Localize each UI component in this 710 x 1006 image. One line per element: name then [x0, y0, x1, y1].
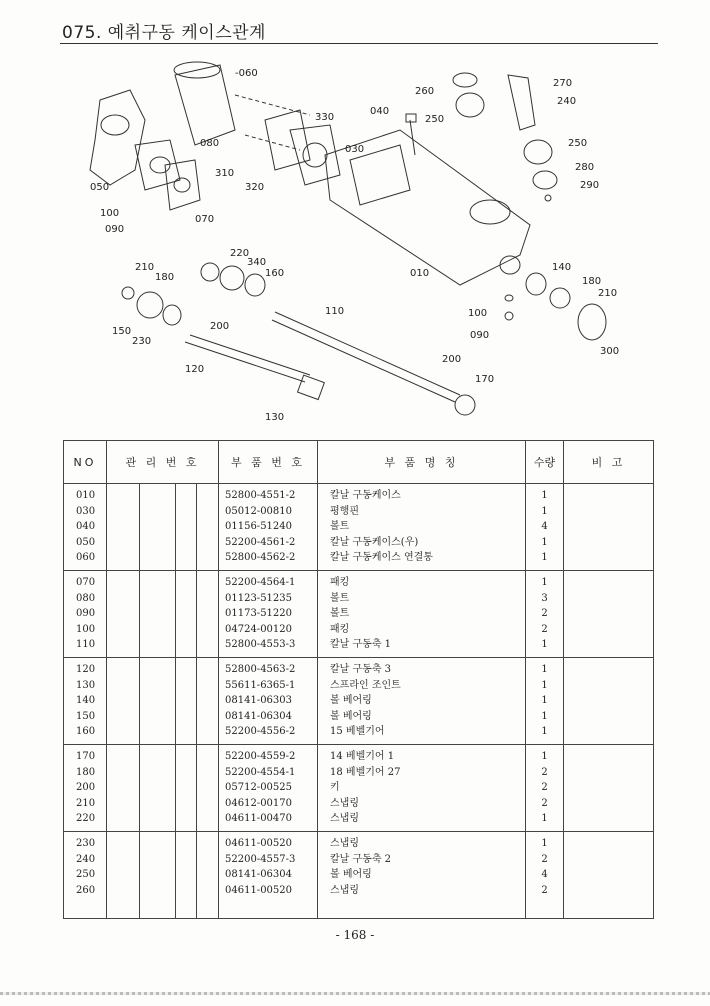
mgmt-cell [107, 484, 219, 571]
diagram-drawing [60, 50, 660, 430]
part-callout: 030 [345, 144, 365, 155]
quantity: 1 [541, 536, 548, 548]
quantity: 1 [541, 695, 548, 706]
part-number: 08141-06304 [225, 869, 293, 880]
part-callout: 150 [112, 326, 132, 337]
part-callout: 120 [185, 364, 205, 375]
part-name: 볼 베어링 [330, 710, 372, 722]
part-name: 칼날 구동축 3 [330, 664, 392, 675]
remark-cell [564, 745, 654, 832]
no-cell [64, 658, 107, 745]
part-callout: 330 [315, 112, 335, 123]
part-no: 090 [76, 608, 96, 619]
part-name: 14 베벨기어 1 [330, 751, 395, 762]
part-no: 170 [76, 751, 96, 762]
part-name: 볼트 [330, 521, 350, 532]
part-number-cell [219, 484, 318, 571]
part-name-cell [318, 658, 526, 745]
part-name-cell [318, 571, 526, 658]
part-name: 볼 베어링 [330, 869, 372, 880]
part-no: 120 [76, 664, 96, 675]
quantity: 2 [541, 853, 548, 865]
quantity: 4 [541, 869, 548, 880]
part-number: 04612-00170 [225, 797, 293, 809]
part-name: 스냅링 [330, 797, 359, 809]
quantity: 2 [541, 608, 548, 619]
part-callout: 220 [230, 248, 250, 259]
col-header-mgmt-number: 관 리 번 호 [107, 441, 219, 484]
mgmt-cell [107, 745, 219, 832]
part-callout: 080 [200, 138, 220, 149]
part-no: 160 [76, 726, 96, 737]
part-number-cell [219, 571, 318, 658]
remark-cell [564, 832, 654, 919]
part-number: 01156-51240 [225, 521, 293, 532]
part-no: 240 [76, 853, 96, 865]
part-callout: 180 [155, 272, 175, 283]
parts-table [63, 440, 654, 919]
col-header-part-number: 부 품 번 호 [219, 441, 318, 484]
part-name-cell [318, 832, 526, 919]
col-header-remark: 비 고 [564, 441, 654, 484]
quantity: 3 [541, 592, 548, 604]
part-callout: 250 [425, 114, 445, 125]
part-number: 55611-6365-1 [225, 679, 296, 691]
part-name: 패킹 [330, 577, 350, 588]
part-name: 키 [330, 782, 340, 793]
quantity: 2 [541, 884, 548, 896]
part-name-cell [318, 745, 526, 832]
part-name: 패킹 [330, 623, 350, 635]
part-callout: 010 [410, 268, 430, 279]
col-header-quantity: 수량 [526, 441, 564, 484]
part-callout: 090 [105, 224, 125, 235]
part-no: 250 [76, 869, 96, 880]
quantity: 1 [541, 552, 548, 563]
part-callout: 130 [265, 412, 285, 423]
part-callout: 310 [215, 168, 235, 179]
part-name: 18 베벨기어 27 [330, 766, 401, 778]
part-no: 210 [76, 797, 96, 809]
quantity: 2 [541, 623, 548, 635]
no-cell [64, 571, 107, 658]
part-number: 52800-4562-2 [225, 552, 296, 563]
remark-cell [564, 658, 654, 745]
part-callout: 110 [325, 306, 345, 317]
part-no: 100 [76, 623, 96, 635]
table-row-group [64, 745, 654, 832]
part-callout: 050 [90, 182, 110, 193]
part-no: 230 [76, 838, 96, 849]
part-number: 04611-00470 [225, 813, 293, 824]
part-no: 080 [76, 592, 96, 604]
quantity: 2 [541, 797, 548, 809]
quantity: 1 [541, 710, 548, 722]
part-number: 04724-00120 [225, 623, 293, 635]
part-callout: 140 [552, 262, 572, 273]
part-name: 스냅링 [330, 813, 359, 824]
part-name: 볼트 [330, 608, 350, 619]
quantity: 1 [541, 679, 548, 691]
part-name: 스냅링 [330, 838, 359, 849]
part-no: 070 [76, 577, 96, 588]
part-no: 110 [76, 639, 96, 650]
table-row-group [64, 484, 654, 571]
no-cell [64, 484, 107, 571]
part-number: 52800-4551-2 [225, 490, 296, 501]
part-number-cell [219, 745, 318, 832]
no-cell [64, 745, 107, 832]
part-number: 52200-4554-1 [225, 766, 296, 778]
part-callout: 280 [575, 162, 595, 173]
table-row-group [64, 832, 654, 919]
part-name: 볼 베어링 [330, 695, 372, 706]
part-number: 01173-51220 [225, 608, 293, 619]
quantity: 1 [541, 577, 548, 588]
part-name: 칼날 구동축 1 [330, 639, 392, 650]
table-header-row [64, 441, 654, 484]
exploded-parts-diagram [60, 50, 660, 430]
part-name: 볼트 [330, 592, 350, 604]
quantity-cell [526, 484, 564, 571]
part-callout: 210 [598, 288, 618, 299]
part-name: 스프라인 조인트 [330, 679, 401, 691]
part-callout: 340 [247, 257, 267, 268]
mgmt-cell [107, 832, 219, 919]
part-callout: 180 [582, 276, 602, 287]
part-callout: 300 [600, 346, 620, 357]
quantity: 1 [541, 505, 548, 517]
part-number-cell [219, 658, 318, 745]
part-number: 04611-00520 [225, 838, 293, 849]
part-callout: 290 [580, 180, 600, 191]
part-name: 15 베벨기어 [330, 726, 385, 737]
part-number: 05712-00525 [225, 782, 293, 793]
page-number: - 168 - [335, 928, 375, 942]
part-no: 150 [76, 710, 96, 722]
no-cell [64, 832, 107, 919]
part-name: 평행핀 [330, 505, 359, 517]
part-number: 05012-00810 [225, 505, 293, 517]
part-callout: 100 [468, 308, 488, 319]
table-row-group [64, 658, 654, 745]
quantity: 1 [541, 838, 548, 849]
part-number: 52200-4556-2 [225, 726, 296, 737]
part-name: 칼날 구동케이스 [330, 490, 401, 501]
part-number: 52800-4553-3 [225, 639, 296, 650]
part-no: 130 [76, 679, 96, 691]
part-number: 52200-4557-3 [225, 853, 296, 865]
part-number: 08141-06303 [225, 695, 293, 706]
quantity-cell [526, 571, 564, 658]
part-no: 200 [76, 782, 96, 793]
part-no: 140 [76, 695, 96, 706]
title-divider [60, 43, 658, 44]
quantity: 1 [541, 664, 548, 675]
part-callout: 250 [568, 138, 588, 149]
col-header-part-name: 부 품 명 칭 [318, 441, 526, 484]
quantity: 1 [541, 813, 548, 824]
part-callout: 270 [553, 78, 573, 89]
part-name: 칼날 구동케이스(우) [330, 536, 419, 548]
part-callout: 200 [442, 354, 462, 365]
part-no: 040 [76, 521, 96, 532]
mgmt-cell [107, 658, 219, 745]
part-number: 04611-00520 [225, 884, 293, 896]
part-number: 52200-4559-2 [225, 751, 296, 762]
part-callout: 260 [415, 86, 435, 97]
part-number: 52200-4561-2 [225, 536, 296, 548]
table-row-group [64, 571, 654, 658]
part-callout: 090 [470, 330, 490, 341]
part-number-cell [219, 832, 318, 919]
part-callout: 200 [210, 321, 230, 332]
part-number: 08141-06304 [225, 710, 293, 722]
part-no: 220 [76, 813, 96, 824]
part-number: 52200-4564-1 [225, 577, 296, 588]
part-callout: 040 [370, 106, 390, 117]
part-callout: 240 [557, 96, 577, 107]
part-callout: 160 [265, 268, 285, 279]
quantity: 1 [541, 751, 548, 762]
part-no: 060 [76, 552, 96, 563]
col-header-no: NO [64, 441, 107, 484]
quantity-cell [526, 745, 564, 832]
part-name: 칼날 구동케이스 연결통 [330, 552, 433, 563]
part-no: 180 [76, 766, 96, 778]
part-name: 스냅링 [330, 884, 359, 896]
part-name: 칼날 구동축 2 [330, 853, 392, 865]
part-callout: 100 [100, 208, 120, 219]
quantity-cell [526, 832, 564, 919]
part-callout: 070 [195, 214, 215, 225]
quantity: 2 [541, 782, 548, 793]
scan-edge [0, 992, 710, 995]
quantity: 1 [541, 490, 548, 501]
part-no: 010 [76, 490, 96, 501]
quantity: 4 [541, 521, 548, 532]
part-callout: 320 [245, 182, 265, 193]
part-callout: 210 [135, 262, 155, 273]
part-number: 01123-51235 [225, 592, 293, 604]
quantity: 2 [541, 766, 548, 778]
quantity: 1 [541, 639, 548, 650]
part-no: 050 [76, 536, 96, 548]
part-name-cell [318, 484, 526, 571]
quantity: 1 [541, 726, 548, 737]
part-callout: 230 [132, 336, 152, 347]
page-title: 075. 예취구동 케이스관계 [62, 23, 266, 43]
part-callout: 170 [475, 374, 495, 385]
part-callout: -060 [235, 68, 258, 79]
remark-cell [564, 484, 654, 571]
part-no: 030 [76, 505, 96, 517]
remark-cell [564, 571, 654, 658]
mgmt-cell [107, 571, 219, 658]
part-number: 52800-4563-2 [225, 664, 296, 675]
part-no: 260 [76, 884, 96, 896]
quantity-cell [526, 658, 564, 745]
